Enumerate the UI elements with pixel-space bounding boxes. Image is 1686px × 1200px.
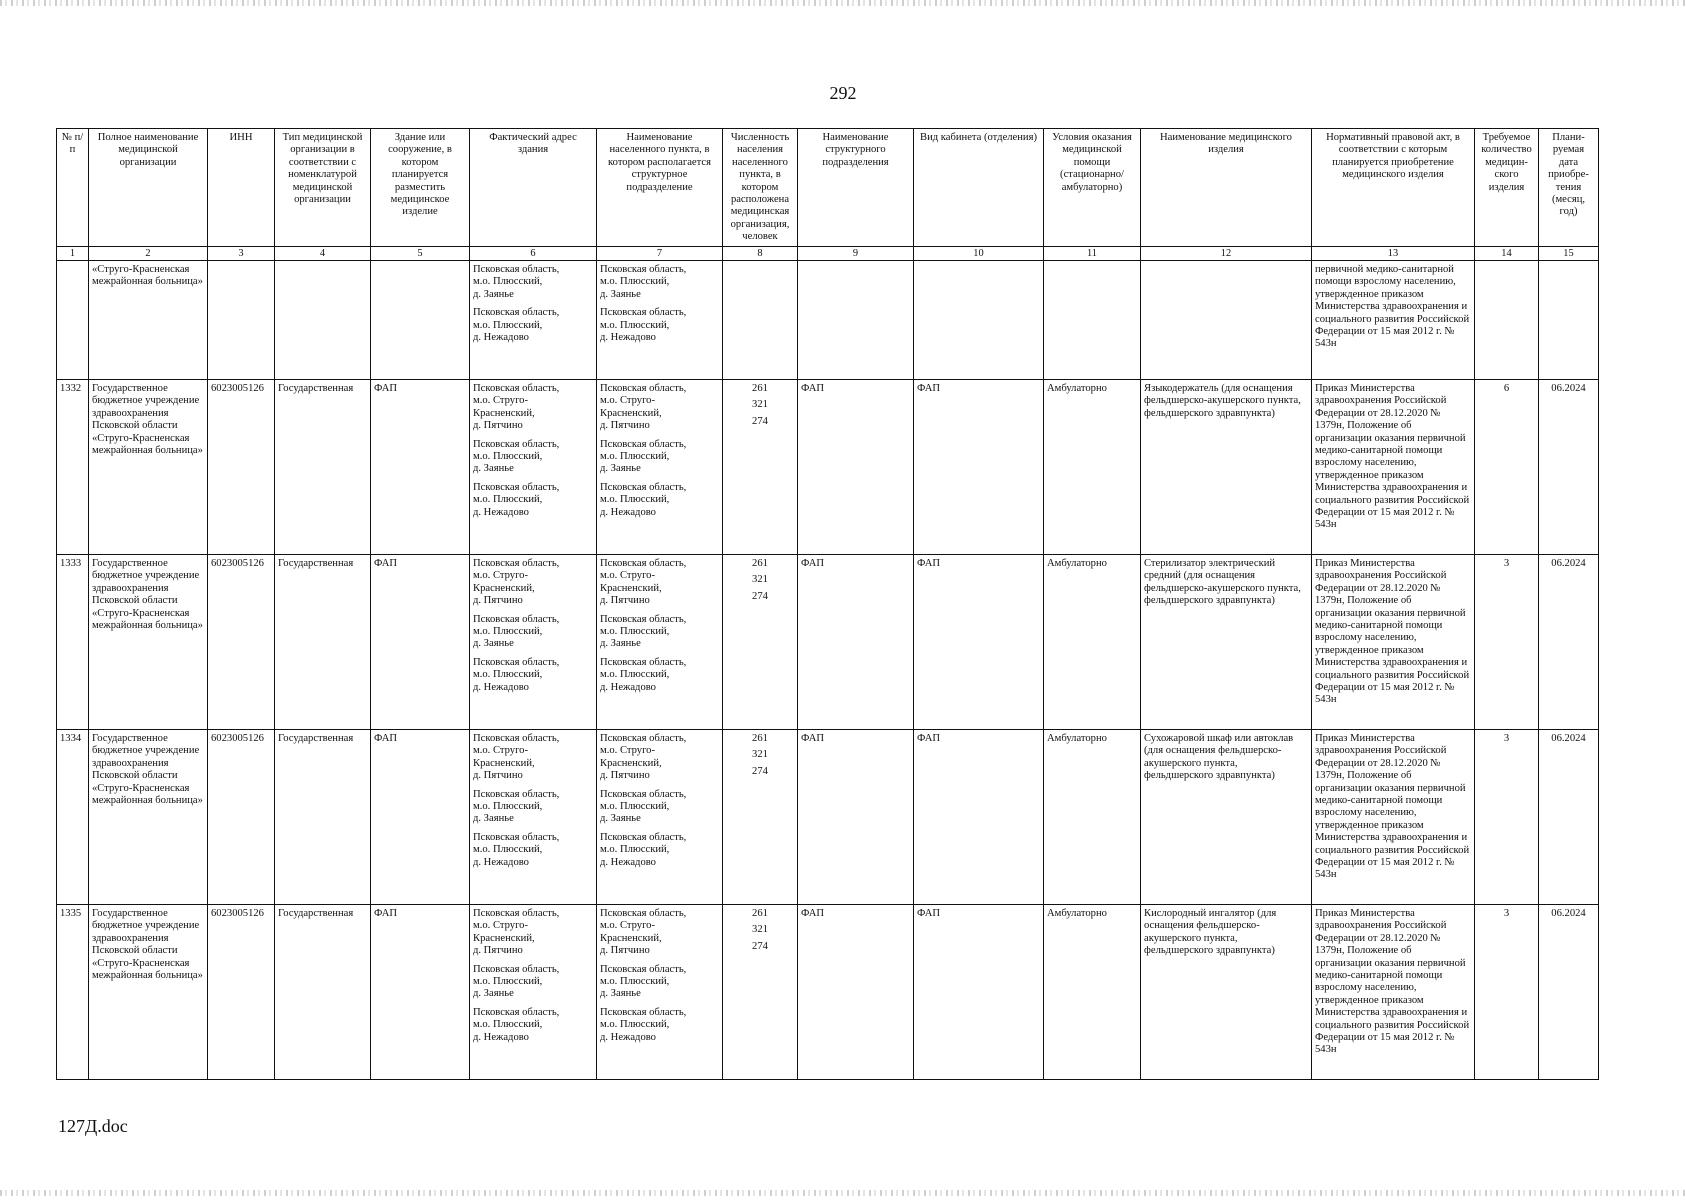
address-block: Псковская область, м.о. Плюсский, д. Заянье: [473, 264, 560, 300]
scan-edge-top: [0, 0, 1686, 6]
cell-population: [723, 905, 798, 1080]
address-block: Псковская область, м.о. Плюсский, д. Нежадово: [473, 307, 560, 344]
locality-block: Псковская область, м.о. Плюсский, д. Нежадово: [600, 656, 687, 693]
cell-conditions: Амбулаторно: [1044, 730, 1141, 905]
address-block: Псковская область, м.о. Плюсский, д. Заянье: [473, 438, 560, 475]
cell-date: 06.2024: [1539, 555, 1599, 730]
population-value: 274: [752, 765, 768, 777]
cell-cabinet: [914, 261, 1044, 380]
address-block: Псковская область, м.о. Струго- Красненский, д. Пятчино: [473, 908, 560, 957]
cell-date: [1539, 261, 1599, 380]
cell-act: Приказ Министерства здравоохранения Российской Федерации от 28.12.2020 № 1379н, Положение об организации оказания первичной медико-санитарной помощи взрослому населению, утвержденное приказом Министерства здравоохранения и социального развития Российской Федерации от 15 мая 2012 г. № 543н: [1312, 730, 1475, 905]
locality-block: Псковская область, м.о. Струго- Красненский, д. Пятчино: [600, 908, 687, 957]
population-value: 321: [752, 574, 768, 586]
cell-inn: 6023005126: [208, 905, 275, 1080]
header-row: [57, 129, 1599, 247]
address-block: Псковская область, м.о. Плюсский, д. Нежадово: [473, 1006, 560, 1043]
locality-block: Псковская область, м.о. Плюсский, д. Заянье: [600, 438, 687, 475]
cell-address: [470, 555, 597, 730]
locality-block: Псковская область, м.о. Плюсский, д. Заянье: [600, 963, 687, 1000]
cell-conditions: [1044, 261, 1141, 380]
cell-inn: 6023005126: [208, 730, 275, 905]
locality-block: Псковская область, м.о. Плюсский, д. Нежадово: [600, 307, 687, 344]
cell-locality: [597, 261, 723, 380]
column-header: Наименование населенного пункта, в котором располагается структурное подразделение: [597, 129, 723, 247]
column-number: 6: [470, 247, 597, 261]
cell-org: Государственное бюджетное учреждение здравоохранения Псковской области «Струго-Красненская межрайонная больница»: [89, 380, 208, 555]
column-header: № п/п: [57, 129, 89, 247]
table-row: [57, 905, 1599, 1080]
cell-subdivision: [798, 261, 914, 380]
cell-quantity: 3: [1475, 730, 1539, 905]
population-value: 321: [752, 749, 768, 761]
locality-block: Псковская область, м.о. Струго- Красненский, д. Пятчино: [600, 383, 687, 432]
records-body: [57, 380, 1599, 1080]
cell-population: [723, 730, 798, 905]
cell-act: Приказ Министерства здравоохранения Российской Федерации от 28.12.2020 № 1379н, Положение об организации оказания первичной медико-санитарной помощи взрослому населению, утвержденное приказом Министерства здравоохранения и социального развития Российской Федерации от 15 мая 2012 г. № 543н: [1312, 905, 1475, 1080]
cell-num: 1332: [57, 380, 89, 555]
cell-org: Государственное бюджетное учреждение здравоохранения Псковской области «Струго-Красненская межрайонная больница»: [89, 905, 208, 1080]
column-number: 14: [1475, 247, 1539, 261]
cell-type: Государственная: [275, 380, 371, 555]
cell-type: [275, 261, 371, 380]
cell-population: [723, 555, 798, 730]
column-header: Плани-руемая дата приобре-тения (месяц, год): [1539, 129, 1599, 247]
address-block: Псковская область, м.о. Струго- Красненский, д. Пятчино: [473, 383, 560, 432]
column-header: Наименование медицинского изделия: [1141, 129, 1312, 247]
cell-quantity: 6: [1475, 380, 1539, 555]
address-block: Псковская область, м.о. Струго- Красненский, д. Пятчино: [473, 558, 560, 607]
cell-building: [371, 261, 470, 380]
population-value: 321: [752, 399, 768, 411]
population-value: 261: [752, 558, 768, 569]
column-number: 1: [57, 247, 89, 261]
cell-locality: [597, 730, 723, 905]
cell-act: первичной медико-санитарной помощи взрослому населению, утвержденное приказом Министерства здравоохранения и социального развития Российской Федерации от 15 мая 2012 г. № 543н: [1312, 261, 1475, 380]
locality-block: Псковская область, м.о. Струго- Красненский, д. Пятчино: [600, 558, 687, 607]
cell-quantity: 3: [1475, 905, 1539, 1080]
cell-date: 06.2024: [1539, 905, 1599, 1080]
table-row: [57, 380, 1599, 555]
cell-subdivision: ФАП: [798, 555, 914, 730]
cell-device: Кислородный ингалятор (для оснащения фельдшерско-акушерского пункта, фельдшерского здравпункта): [1141, 905, 1312, 1080]
cell-conditions: Амбулаторно: [1044, 380, 1141, 555]
cell-conditions: Амбулаторно: [1044, 555, 1141, 730]
file-name: 127Д.doc: [58, 1116, 128, 1136]
cell-building: ФАП: [371, 905, 470, 1080]
cell-type: Государственная: [275, 730, 371, 905]
column-header: Условия оказания медицинской помощи (стационарно/ амбулаторно): [1044, 129, 1141, 247]
column-number: 10: [914, 247, 1044, 261]
column-header: Вид кабинета (отделения): [914, 129, 1044, 247]
cell-conditions: Амбулаторно: [1044, 905, 1141, 1080]
cell-inn: [208, 261, 275, 380]
column-header: Нормативный правовой акт, в соответствии с которым планируется приобретение медицинского изделия: [1312, 129, 1475, 247]
locality-block: Псковская область, м.о. Струго- Красненский, д. Пятчино: [600, 733, 687, 782]
cell-population: [723, 261, 798, 380]
column-number: 15: [1539, 247, 1599, 261]
column-header: ИНН: [208, 129, 275, 247]
address-block: Псковская область, м.о. Плюсский, д. Заянье: [473, 963, 560, 1000]
cell-building: ФАП: [371, 730, 470, 905]
address-block: Псковская область, м.о. Струго- Красненский, д. Пятчино: [473, 733, 560, 782]
equipment-table: [56, 128, 1599, 1080]
address-block: Псковская область, м.о. Плюсский, д. Заянье: [473, 788, 560, 825]
locality-block: Псковская область, м.о. Плюсский, д. Нежадово: [600, 831, 687, 868]
address-block: Псковская область, м.о. Плюсский, д. Заянье: [473, 613, 560, 650]
population-value: 321: [752, 924, 768, 936]
locality-block: Псковская область, м.о. Плюсский, д. Нежадово: [600, 1006, 687, 1043]
table-row: [57, 555, 1599, 730]
cell-device: Языкодержатель (для оснащения фельдшерско-акушерского пункта, фельдшерского здравпункта): [1141, 380, 1312, 555]
column-number: 13: [1312, 247, 1475, 261]
column-header: Тип медицинской организации в соответствии с номенклатурой медицинской организации: [275, 129, 371, 247]
scan-edge-bottom: [0, 1190, 1686, 1196]
cell-device: Стерилизатор электрический средний (для оснащения фельдшерско-акушерского пункта, фельдшерского здравпункта): [1141, 555, 1312, 730]
column-header: Фактический адрес здания: [470, 129, 597, 247]
column-number: 9: [798, 247, 914, 261]
address-block: Псковская область, м.о. Плюсский, д. Нежадово: [473, 831, 560, 868]
cell-cabinet: ФАП: [914, 555, 1044, 730]
cell-type: Государственная: [275, 555, 371, 730]
cell-type: Государственная: [275, 905, 371, 1080]
column-number: 4: [275, 247, 371, 261]
column-header: Наименование структурного подразделения: [798, 129, 914, 247]
locality-block: Псковская область, м.о. Плюсский, д. Заянье: [600, 788, 687, 825]
column-number: 5: [371, 247, 470, 261]
cell-org: Государственное бюджетное учреждение здравоохранения Псковской области «Струго-Красненская межрайонная больница»: [89, 555, 208, 730]
population-value: 274: [752, 940, 768, 952]
cell-address: [470, 905, 597, 1080]
column-number: 8: [723, 247, 798, 261]
cell-population: [723, 380, 798, 555]
cell-num: [57, 261, 89, 380]
cell-building: ФАП: [371, 555, 470, 730]
locality-block: Псковская область, м.о. Плюсский, д. Нежадово: [600, 481, 687, 518]
column-header: Численность населения населенного пункта, в котором расположена медицинская организация, человек: [723, 129, 798, 247]
cell-act: Приказ Министерства здравоохранения Российской Федерации от 28.12.2020 № 1379н, Положение об организации оказания первичной медико-санитарной помощи взрослому населению, утвержденное приказом Министерства здравоохранения и социального развития Российской Федерации от 15 мая 2012 г. № 543н: [1312, 555, 1475, 730]
continuation-row: [57, 261, 1599, 380]
cell-address: [470, 261, 597, 380]
address-block: Псковская область, м.о. Плюсский, д. Нежадово: [473, 656, 560, 693]
cell-locality: [597, 555, 723, 730]
column-number-row: [57, 247, 1599, 261]
cell-org: Государственное бюджетное учреждение здравоохранения Псковской области «Струго-Красненская межрайонная больница»: [89, 730, 208, 905]
table-row: [57, 730, 1599, 905]
population-value: 274: [752, 415, 768, 427]
column-number: 3: [208, 247, 275, 261]
cell-cabinet: ФАП: [914, 905, 1044, 1080]
cell-inn: 6023005126: [208, 380, 275, 555]
population-value: 274: [752, 590, 768, 602]
cell-address: [470, 730, 597, 905]
cell-act: Приказ Министерства здравоохранения Российской Федерации от 28.12.2020 № 1379н, Положение об организации оказания первичной медико-санитарной помощи взрослому населению, утвержденное приказом Министерства здравоохранения и социального развития Российской Федерации от 15 мая 2012 г. № 543н: [1312, 380, 1475, 555]
cell-subdivision: ФАП: [798, 905, 914, 1080]
column-number: 12: [1141, 247, 1312, 261]
cell-inn: 6023005126: [208, 555, 275, 730]
column-number: 11: [1044, 247, 1141, 261]
population-value: 261: [752, 733, 768, 744]
cell-device: Сухожаровой шкаф или автоклав (для оснащения фельдшерско-акушерского пункта, фельдшерского здравпункта): [1141, 730, 1312, 905]
cell-cabinet: ФАП: [914, 380, 1044, 555]
column-number: 7: [597, 247, 723, 261]
cell-building: ФАП: [371, 380, 470, 555]
cell-num: 1335: [57, 905, 89, 1080]
population-value: 261: [752, 908, 768, 919]
address-block: Псковская область, м.о. Плюсский, д. Нежадово: [473, 481, 560, 518]
column-header: Требуемое количество медицин-ского изделия: [1475, 129, 1539, 247]
column-header: Полное наименование медицинской организации: [89, 129, 208, 247]
cell-locality: [597, 905, 723, 1080]
cell-locality: [597, 380, 723, 555]
locality-block: Псковская область, м.о. Плюсский, д. Заянье: [600, 264, 687, 300]
cell-device: [1141, 261, 1312, 380]
cell-date: 06.2024: [1539, 730, 1599, 905]
cell-org: «Струго-Красненская межрайонная больница»: [89, 261, 208, 380]
cell-num: 1334: [57, 730, 89, 905]
column-number: 2: [89, 247, 208, 261]
cell-subdivision: ФАП: [798, 380, 914, 555]
cell-subdivision: ФАП: [798, 730, 914, 905]
cell-cabinet: ФАП: [914, 730, 1044, 905]
cell-quantity: 3: [1475, 555, 1539, 730]
population-value: 261: [752, 383, 768, 394]
column-header: Здание или сооружение, в котором планируется разместить медицинское изделие: [371, 129, 470, 247]
cell-num: 1333: [57, 555, 89, 730]
cell-quantity: [1475, 261, 1539, 380]
cell-date: 06.2024: [1539, 380, 1599, 555]
locality-block: Псковская область, м.о. Плюсский, д. Заянье: [600, 613, 687, 650]
cell-address: [470, 380, 597, 555]
page-number: 292: [829, 83, 857, 103]
